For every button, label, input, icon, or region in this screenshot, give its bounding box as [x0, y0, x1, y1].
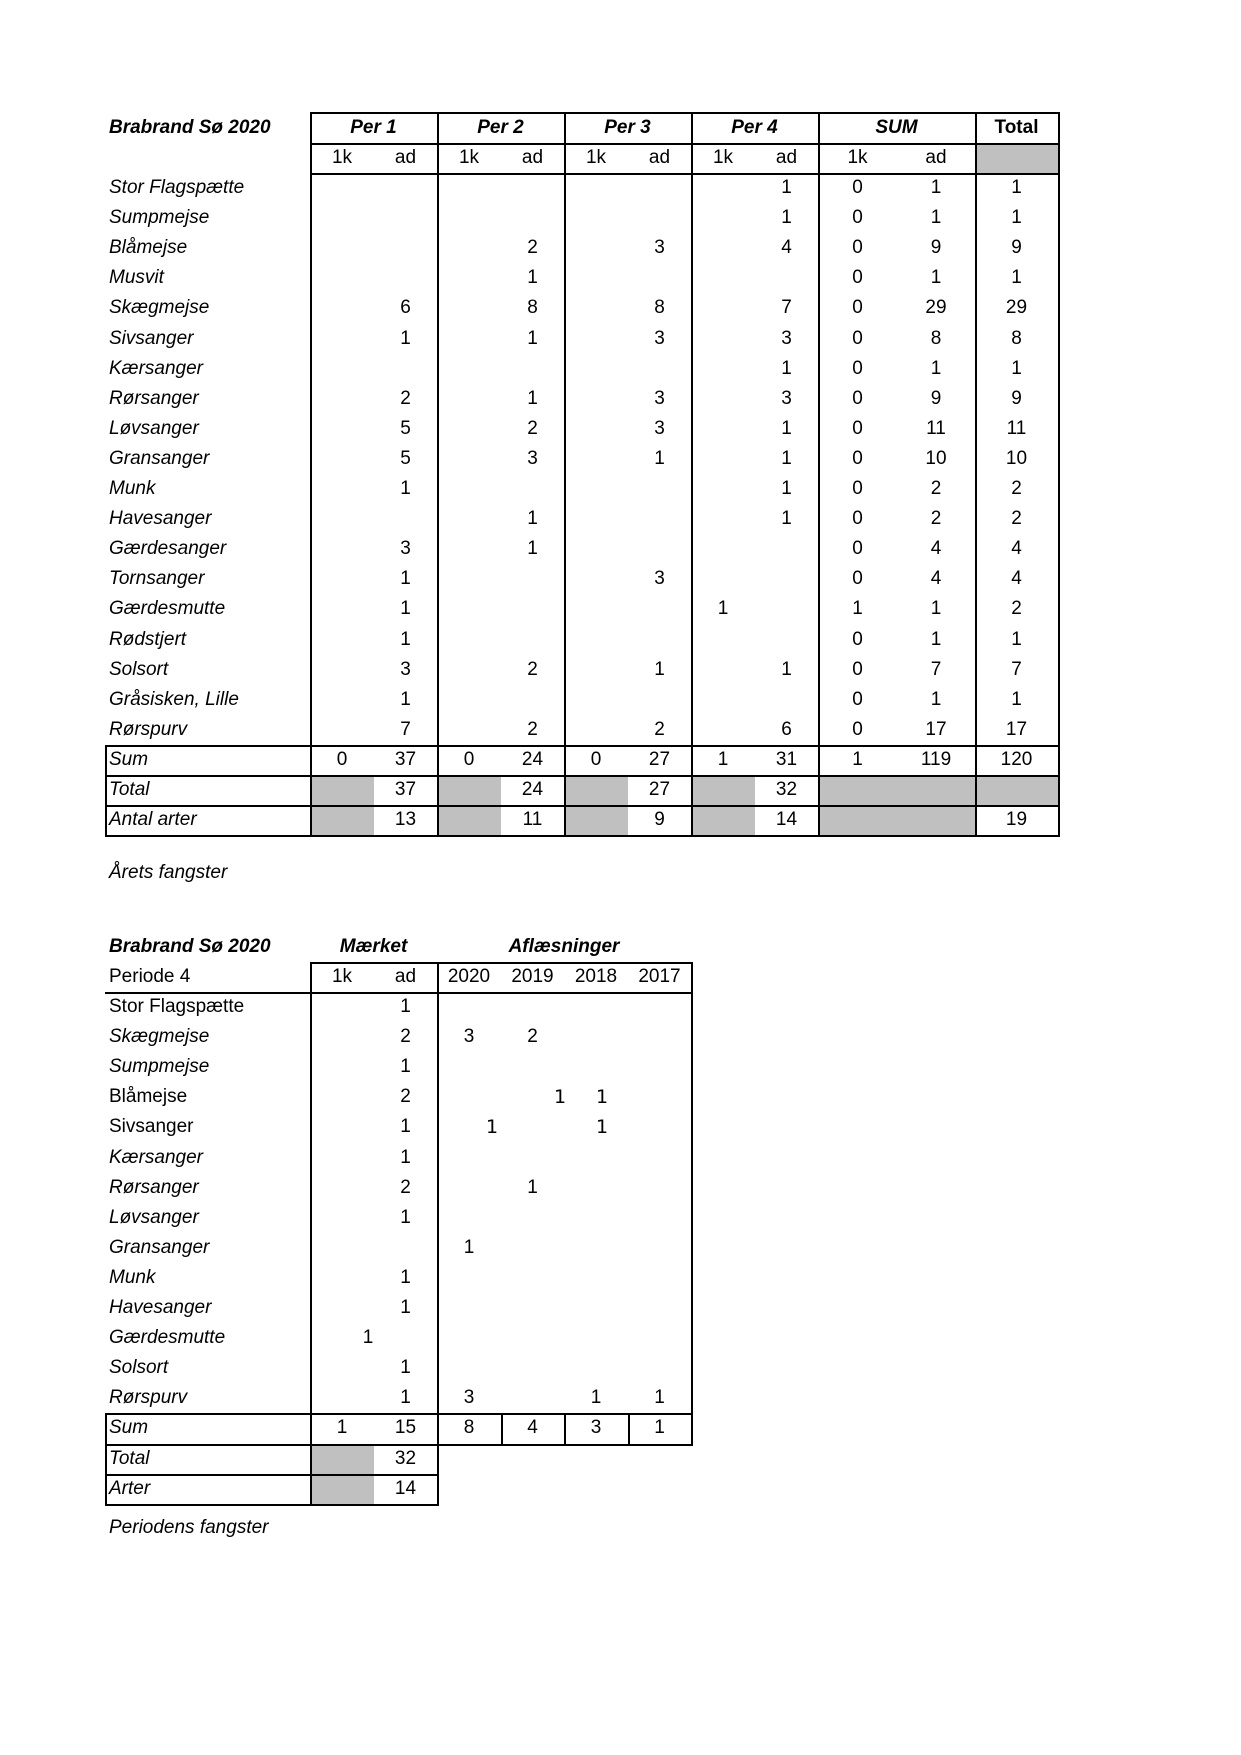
reading-offset: 1 — [595, 1086, 609, 1109]
count-cell: 2 — [527, 237, 538, 259]
count-cell: 6 — [400, 297, 411, 319]
grid-line-v — [501, 1413, 503, 1445]
count-cell: 7 — [781, 297, 792, 319]
sum-cell: 0 — [336, 748, 348, 770]
species-name: Musvit — [109, 267, 164, 289]
adult-count: 2 — [400, 1086, 411, 1108]
grid-line-v — [628, 1413, 630, 1445]
count-cell: 1 — [400, 688, 411, 710]
gray-cell — [693, 807, 755, 835]
sum-cell: 119 — [920, 748, 952, 770]
count-cell: 1 — [781, 478, 792, 499]
count-cell: 1 — [1011, 267, 1022, 289]
species-name: Gransanger — [109, 1236, 210, 1258]
sub-header: 1k — [331, 966, 353, 987]
reading-offset: 1 — [595, 1116, 609, 1139]
count-cell: 8 — [1011, 327, 1022, 349]
count-cell: 1 — [930, 177, 942, 198]
species-name: Sumpmejse — [109, 1056, 210, 1078]
year-header: 2018 — [574, 966, 618, 987]
count-cell: 3 — [781, 387, 792, 409]
count-cell: 0 — [852, 718, 863, 740]
total-cell: 27 — [648, 779, 671, 800]
count-cell: 10 — [1005, 447, 1028, 469]
count-cell: 11 — [1006, 417, 1027, 439]
year-header: 2019 — [511, 966, 554, 987]
count-cell: 0 — [852, 447, 863, 469]
species-name: Havesanger — [109, 1297, 212, 1318]
grid-line-v — [1058, 112, 1060, 837]
sub-header: ad — [394, 147, 417, 168]
count-cell: 0 — [852, 177, 863, 198]
sum-cell: 1 — [717, 748, 729, 770]
count-cell: 1 — [717, 598, 729, 620]
grid-line-v — [310, 112, 312, 837]
sum-cell: 31 — [775, 748, 798, 770]
sum-label: Sum — [109, 1417, 149, 1439]
grid-line-h — [105, 805, 1060, 807]
species-name: Stor Flagspætte — [109, 177, 245, 198]
count-cell: 2 — [930, 508, 942, 530]
count-cell: 1 — [1011, 357, 1022, 379]
count-cell: 11 — [926, 417, 946, 439]
grid-line-h — [105, 775, 1060, 777]
species-name: Sumpmejse — [109, 207, 210, 229]
count-cell: 2 — [527, 718, 538, 740]
species-name: Løvsanger — [109, 417, 199, 439]
count-cell: 0 — [852, 417, 863, 439]
sub-header: ad — [648, 147, 671, 168]
count-cell: 17 — [1005, 718, 1028, 740]
sum-year-cell: 1 — [654, 1417, 665, 1439]
total-cell: 24 — [521, 779, 544, 800]
adult-count: 1 — [400, 1116, 411, 1138]
species-name: Solsort — [109, 1357, 169, 1379]
sub-header: 1k — [712, 147, 734, 168]
count-cell: 1 — [400, 568, 411, 590]
year-header: 2017 — [638, 966, 681, 987]
count-cell: 1 — [527, 508, 538, 530]
count-cell: 3 — [654, 568, 665, 590]
species-name: Kærsanger — [109, 1146, 203, 1168]
count-cell: 4 — [1011, 568, 1022, 590]
count-cell: 0 — [852, 297, 863, 319]
reading-2019: 2 — [527, 1026, 538, 1048]
count-cell: 3 — [654, 387, 665, 409]
adult-count: 1 — [400, 1387, 411, 1409]
count-cell: 2 — [400, 387, 411, 409]
count-cell: 7 — [1011, 658, 1022, 680]
count-cell: 1 — [781, 357, 792, 379]
caption-period: Periodens fangster — [109, 1517, 269, 1538]
grid-line-v — [564, 112, 566, 837]
count-cell: 4 — [781, 237, 792, 259]
count-cell: 3 — [654, 327, 665, 349]
count-cell: 1 — [930, 688, 942, 710]
gray-cell — [566, 777, 628, 805]
gray-cell — [312, 777, 374, 805]
count-cell: 0 — [852, 568, 863, 590]
sum-year-cell: 4 — [527, 1417, 538, 1439]
count-cell: 1 — [781, 177, 792, 198]
grid-line-v — [105, 745, 107, 837]
count-cell: 1 — [930, 267, 942, 289]
period-header: Per 4 — [731, 117, 778, 138]
count-cell: 4 — [930, 568, 942, 590]
sum-cell: 1 — [336, 1417, 348, 1439]
gray-cell — [312, 807, 374, 835]
species-count-cell: 13 — [394, 809, 417, 831]
adult-count: 2 — [400, 1026, 411, 1048]
sub-header: ad — [925, 147, 947, 168]
count-cell: 2 — [1011, 478, 1022, 499]
species-name: Rødstjert — [109, 628, 187, 650]
adult-count: 1 — [400, 1056, 411, 1078]
sum-year-cell: 8 — [463, 1417, 475, 1439]
total-cell: 32 — [775, 779, 798, 800]
sum-label: Sum — [109, 748, 149, 770]
count-cell: 1 — [930, 598, 942, 620]
count-cell: 2 — [1011, 598, 1022, 620]
gray-cell — [693, 777, 755, 805]
species-count-total: 19 — [1005, 809, 1028, 831]
grid-line-h — [105, 1504, 439, 1506]
species-count-cell: 11 — [522, 809, 543, 831]
species-name: Gråsisken, Lille — [109, 688, 239, 710]
count-cell: 7 — [930, 658, 942, 680]
sum-cell: 37 — [394, 748, 417, 770]
sum-cell: 120 — [1000, 748, 1033, 770]
reading-2020: 3 — [463, 1387, 475, 1409]
count-cell: 29 — [1005, 297, 1028, 319]
grid-line-h — [105, 745, 1060, 747]
count-cell: 1 — [1011, 177, 1022, 198]
sum-cell: 15 — [394, 1417, 417, 1439]
grid-line-h — [105, 992, 693, 994]
count-cell: 1 — [930, 357, 942, 379]
period-header: SUM — [875, 117, 918, 138]
total-cell: 37 — [394, 779, 417, 800]
species-name: Løvsanger — [109, 1206, 199, 1228]
count-cell: 9 — [930, 237, 942, 259]
sum-cell: 0 — [590, 748, 602, 770]
count-cell: 3 — [400, 538, 411, 560]
gray-cell — [977, 145, 1058, 173]
count-cell: 1 — [1011, 207, 1022, 229]
count-cell: 0 — [852, 387, 863, 409]
period-label: Periode 4 — [109, 966, 191, 987]
count-cell: 0 — [852, 357, 863, 379]
adult-count: 1 — [400, 1266, 411, 1288]
sub-header: 1k — [585, 147, 607, 168]
juvenile-count: 1 — [362, 1327, 374, 1349]
species-count-cell: 14 — [394, 1477, 417, 1499]
grid-line-v — [691, 112, 693, 837]
count-cell: 3 — [781, 327, 792, 349]
count-cell: 4 — [930, 538, 942, 560]
count-cell: 1 — [1011, 688, 1022, 710]
species-name: Blåmejse — [109, 1086, 188, 1108]
count-cell: 1 — [527, 267, 538, 289]
period-header: Per 3 — [604, 117, 651, 138]
species-name: Sivsanger — [109, 1116, 194, 1138]
count-cell: 1 — [527, 387, 538, 409]
adult-count: 1 — [400, 1146, 411, 1168]
reading-2019: 1 — [527, 1176, 538, 1198]
species-name: Kærsanger — [109, 357, 203, 379]
period-header: Per 1 — [350, 117, 397, 138]
count-cell: 8 — [654, 297, 665, 319]
count-cell: 1 — [781, 417, 792, 439]
sum-year-cell: 3 — [590, 1417, 602, 1439]
count-cell: 2 — [930, 478, 942, 499]
species-count-label: Antal arter — [109, 809, 197, 831]
count-cell: 10 — [925, 447, 947, 469]
count-cell: 9 — [1011, 387, 1022, 409]
species-name: Gærdesmutte — [109, 1327, 226, 1349]
sub-header: 1k — [847, 147, 868, 168]
total-label: Total — [109, 779, 150, 800]
readings-header: Aflæsninger — [508, 936, 620, 957]
count-cell: 0 — [852, 508, 863, 530]
gray-cell — [312, 1446, 374, 1474]
count-cell: 0 — [852, 628, 863, 650]
species-name: Munk — [109, 1266, 156, 1288]
gray-cell — [820, 777, 975, 805]
grid-line-v — [691, 962, 693, 1446]
gray-cell — [820, 807, 975, 835]
gray-cell — [977, 777, 1058, 805]
reading-offset: 1 — [485, 1116, 499, 1139]
count-cell: 3 — [654, 417, 665, 439]
reading-offset: 1 — [553, 1086, 567, 1109]
grid-line-h — [310, 143, 1060, 145]
species-name: Stor Flagspætte — [109, 996, 245, 1017]
count-cell: 1 — [654, 447, 665, 469]
count-cell: 9 — [930, 387, 942, 409]
species-name: Skægmejse — [109, 297, 210, 319]
count-cell: 1 — [400, 628, 411, 650]
grid-line-v — [564, 1413, 566, 1445]
sub-header: 1k — [331, 147, 353, 168]
species-name: Rørsanger — [109, 387, 199, 409]
count-cell: 3 — [400, 658, 411, 680]
count-cell: 2 — [1011, 508, 1022, 530]
count-cell: 1 — [781, 207, 792, 229]
species-name: Blåmejse — [109, 237, 188, 259]
count-cell: 1 — [930, 628, 942, 650]
gray-cell — [566, 807, 628, 835]
count-cell: 5 — [400, 447, 411, 469]
count-cell: 2 — [527, 417, 538, 439]
gray-cell — [312, 1476, 374, 1504]
count-cell: 0 — [852, 538, 863, 560]
count-cell: 0 — [852, 478, 863, 499]
total-label: Total — [109, 1447, 150, 1469]
adult-count: 1 — [400, 996, 411, 1017]
count-cell: 9 — [1011, 237, 1022, 259]
grid-line-h — [105, 1413, 693, 1415]
period-header: Per 2 — [477, 117, 524, 138]
adult-count: 1 — [400, 1357, 411, 1379]
grid-line-v — [105, 1413, 107, 1505]
count-cell: 1 — [400, 598, 411, 620]
grid-line-h — [310, 962, 439, 964]
sum-cell: 1 — [852, 748, 863, 770]
species-name: Skægmejse — [109, 1026, 210, 1048]
species-name: Solsort — [109, 658, 169, 680]
year-header: 2020 — [447, 966, 491, 987]
count-cell: 29 — [925, 297, 947, 319]
total-header: Total — [994, 117, 1039, 138]
sub-header: ad — [521, 147, 544, 168]
table-title: Brabrand Sø 2020 — [109, 936, 271, 957]
count-cell: 0 — [852, 267, 863, 289]
gray-cell — [439, 807, 501, 835]
count-cell: 1 — [781, 508, 792, 530]
count-cell: 2 — [527, 658, 538, 680]
count-cell: 0 — [852, 658, 863, 680]
species-name: Rørsanger — [109, 1176, 199, 1198]
count-cell: 1 — [400, 327, 411, 349]
sub-header: ad — [775, 147, 798, 168]
count-cell: 2 — [654, 718, 665, 740]
grid-line-h — [437, 962, 693, 964]
grid-line-h — [105, 1444, 693, 1446]
species-name: Rørspurv — [109, 718, 188, 740]
gray-cell — [439, 777, 501, 805]
count-cell: 7 — [400, 718, 411, 740]
species-name: Gransanger — [109, 447, 210, 469]
count-cell: 17 — [925, 718, 947, 740]
count-cell: 8 — [930, 327, 942, 349]
count-cell: 1 — [654, 658, 665, 680]
species-name: Sivsanger — [109, 327, 194, 349]
reading-2020: 3 — [463, 1026, 475, 1048]
species-count-cell: 14 — [775, 809, 798, 831]
count-cell: 1 — [400, 478, 411, 499]
species-name: Munk — [109, 478, 156, 499]
adult-count: 1 — [400, 1206, 411, 1228]
marked-header: Mærket — [339, 936, 408, 957]
sub-header: ad — [394, 966, 417, 987]
count-cell: 0 — [852, 207, 863, 229]
count-cell: 1 — [527, 327, 538, 349]
species-count-cell: 9 — [654, 809, 665, 831]
reading-2020: 1 — [463, 1236, 475, 1258]
count-cell: 0 — [852, 688, 863, 710]
count-cell: 1 — [1011, 628, 1022, 650]
sum-cell: 0 — [463, 748, 475, 770]
grid-line-h — [310, 112, 1060, 114]
species-name: Gærdesanger — [109, 538, 227, 560]
count-cell: 1 — [930, 207, 942, 229]
count-cell: 8 — [527, 297, 538, 319]
species-name: Gærdesmutte — [109, 598, 226, 620]
adult-count: 2 — [400, 1176, 411, 1198]
species-count-label: Arter — [109, 1477, 151, 1499]
count-cell: 0 — [852, 327, 863, 349]
grid-line-h — [105, 835, 1060, 837]
sub-header: 1k — [458, 147, 480, 168]
species-name: Rørspurv — [109, 1387, 188, 1409]
species-name: Tornsanger — [109, 568, 205, 590]
table-title: Brabrand Sø 2020 — [109, 117, 271, 138]
reading-2017: 1 — [654, 1387, 665, 1409]
count-cell: 3 — [654, 237, 665, 259]
species-name: Havesanger — [109, 508, 212, 530]
caption-annual: Årets fangster — [109, 862, 228, 883]
count-cell: 5 — [400, 417, 411, 439]
sum-cell: 24 — [521, 748, 544, 770]
total-cell: 32 — [394, 1447, 417, 1469]
grid-line-h — [105, 1474, 439, 1476]
adult-count: 1 — [400, 1297, 411, 1318]
grid-line-h — [310, 173, 1060, 175]
grid-line-v — [975, 112, 977, 837]
count-cell: 1 — [781, 658, 792, 680]
grid-line-v — [437, 112, 439, 837]
grid-line-v — [310, 962, 312, 1506]
count-cell: 1 — [527, 538, 538, 560]
count-cell: 4 — [1011, 538, 1022, 560]
count-cell: 1 — [781, 447, 792, 469]
count-cell: 6 — [781, 718, 792, 740]
count-cell: 0 — [852, 237, 863, 259]
grid-line-v — [437, 962, 439, 1506]
sum-cell: 27 — [648, 748, 671, 770]
count-cell: 3 — [527, 447, 538, 469]
grid-line-v — [818, 112, 820, 837]
count-cell: 1 — [852, 598, 863, 620]
reading-2018: 1 — [590, 1387, 602, 1409]
